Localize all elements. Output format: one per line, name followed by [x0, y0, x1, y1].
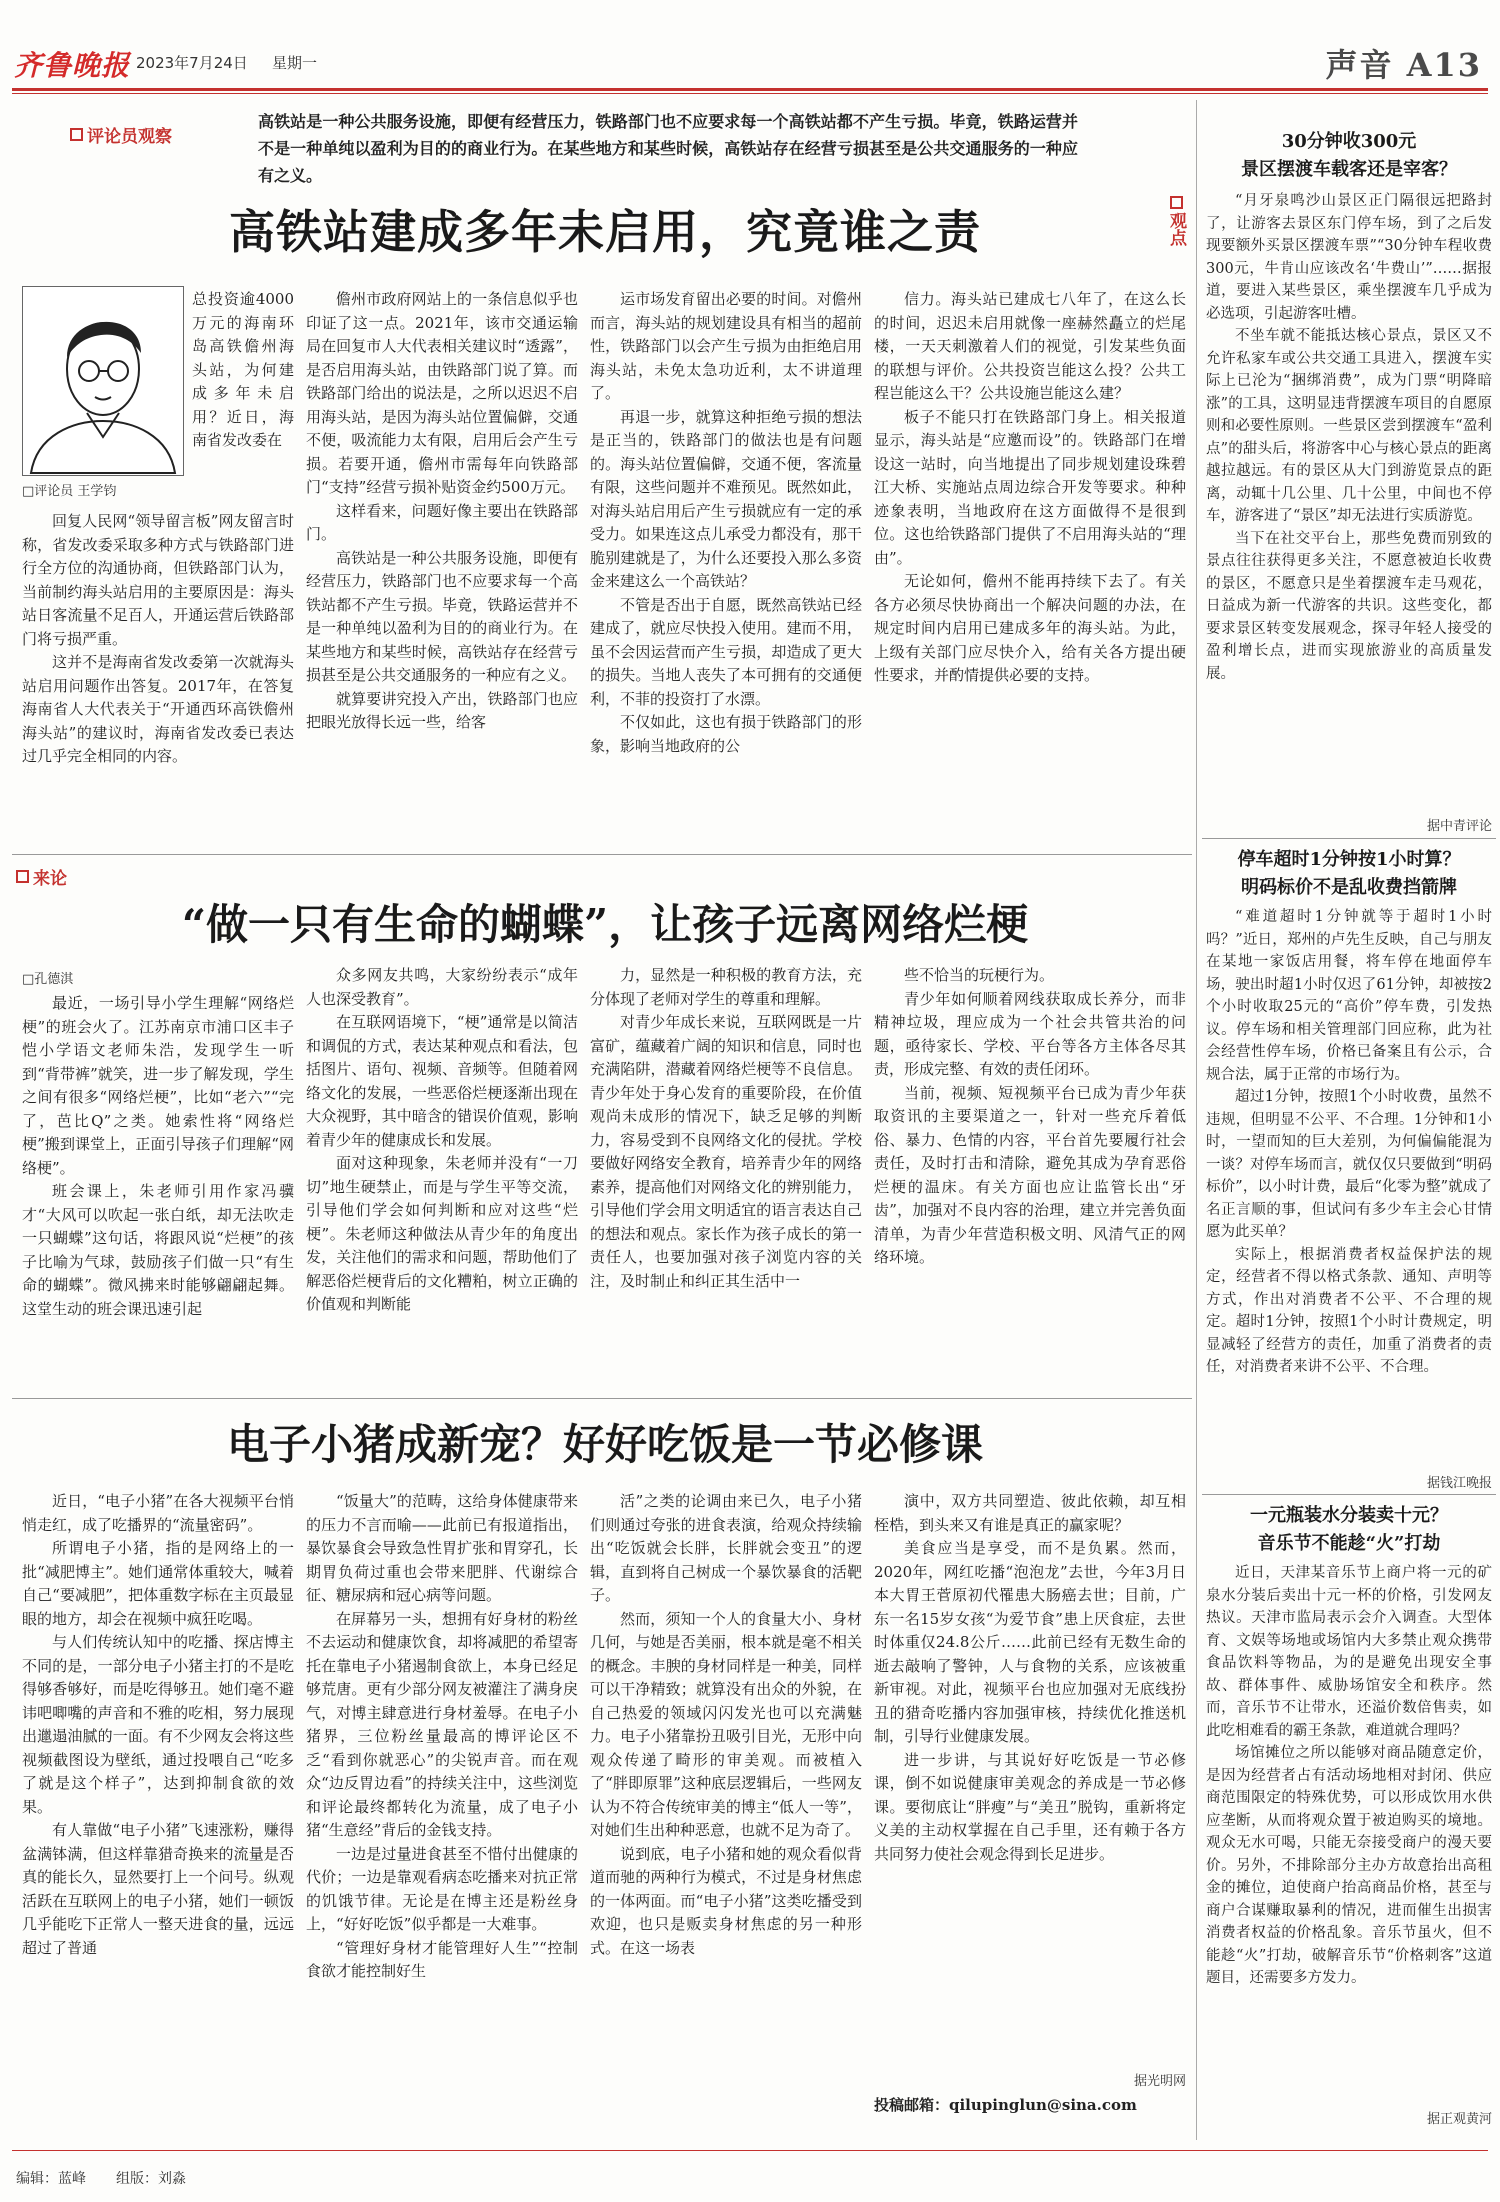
paragraph: 不仅如此，这也有损于铁路部门的形象，影响当地政府的公: [590, 713, 862, 755]
paragraph: 实际上，根据消费者权益保护法的规定，经营者不得以格式条款、通知、声明等方式，作出对消费者不公平、不合理的规定。超时1分钟，按照1个小时计费规定，明显减轻了经营方的责任，加重了消费者的责任，对消费者来讲不公平、不合理。: [1206, 1246, 1492, 1375]
newspaper-logo: 齐鲁晚报: [14, 49, 131, 82]
paragraph: 超过1分钟，按照1个小时收费，虽然不违规，但明显不公平、不合理。1分钟和1小时，一望而知的巨大差别，为何偏偏能混为一谈？对停车场而言，就仅仅只要做到“明码标价”，以小时计费，最后“化零为整”就成了名正言顺的事，但试问有多少车主会心甘情愿为此买单？: [1206, 1089, 1492, 1240]
sidebar-item1-body: [1206, 190, 1492, 812]
paragraph: 一边是过量进食甚至不惜付出健康的代价；一边是靠观看病态吃播来对抗正常的饥饿节律。无论是在博主还是粉丝身上，“好好吃饭”似乎都是一大难事。: [306, 1844, 578, 1933]
article2-tag: 来论: [16, 864, 67, 889]
article-divider-2: [12, 1398, 1192, 1399]
issue-weekday: 星期一: [272, 54, 318, 72]
article1-tag: 评论员观察: [70, 122, 172, 147]
footer-editor: 编辑：蓝峰: [16, 2171, 86, 2187]
paragraph: 美食应当是享受，而不是负累。然而，2020年，网红吃播“泡泡龙”去世，今年3月日本大胃王菅原初代罹患大肠癌去世；目前，广东一名15岁女孩“为爱节食”患上厌食症，去世时体重仅24.8公斤……此前已经有无数生命的逝去敲响了警钟，人与食物的关系，应该被重新审视。对此，视频平台也应加强对无底线扮丑的猎奇吃播内容加强审核，持续优化推送机制，引导行业健康发展。: [874, 1539, 1186, 1745]
article1-col3: [590, 288, 862, 888]
paragraph: 所谓电子小猪，指的是网络上的一批“减肥博主”。她们通常体重较大，喊着自己“要减肥”，把体重数字标在主页最显眼的地方，却会在视频中疯狂吃喝。: [22, 1539, 294, 1628]
paragraph: 进一步讲，与其说好好吃饭是一节必修课，倒不如说健康审美观念的养成是一节必修课。要彻底让“胖瘦”与“美丑”脱钩，重新将定义美的主动权掌握在自己手里，还有赖于各方共同努力使社会观念得到长足进步。: [874, 1750, 1186, 1863]
paragraph: 不坐车就不能抵达核心景点，景区又不允许私家车或公共交通工具进入，摆渡车实际上已沦为“捆绑消费”，成为门票“明降暗涨”的工具，这明显违背摆渡车项目的自愿原则和必要性原则。一些景区尝到摆渡车“盈利点”的甜头后，将游客中心与核心景点的距离越拉越远。有的景区从大门到游览景点的距离，动辄十几公里、几十公里，中间也不停车，游客进了“景区”却无法进行实质游览。: [1206, 328, 1492, 524]
sidebar-divider-2: [1202, 1494, 1496, 1495]
paragraph: 运市场发育留出必要的时间。对儋州而言，海头站的规划建设具有相当的超前性，铁路部门以会产生亏损为由拒绝启用海头站，未免太急功近利，太不讲道理了。: [590, 290, 862, 402]
sidebar-item2-title: 停车超时1分钟按1小时算？ 明码标价不是乱收费挡箭牌: [1237, 849, 1461, 898]
top-rule: [12, 88, 1488, 91]
article2-col4: [874, 964, 1186, 1392]
paragraph: “管理好身材才能管理好人生”“控制食欲才能控制好生: [306, 1938, 578, 1980]
paragraph: 最近，一场引导小学生理解“网络烂梗”的班会火了。江苏南京市浦口区丰子恺小学语文老师朱浩，发现学生一听到“背带裤”就笑，进一步了解发现，学生之间有很多“网络烂梗”，比如“老六”“完了，芭比Q”之类。她索性将“网络烂梗”搬到课堂上，正面引导孩子们理解“网络梗”。: [22, 994, 294, 1177]
article1-col4: [874, 288, 1186, 888]
sidebar-item3-title: 一元瓶装水分装卖十元？ 音乐节不能趁“火”打劫: [1250, 1505, 1448, 1554]
paragraph: 有人靠做“电子小猪”飞速涨粉，赚得盆满钵满，但这样靠猎奇换来的流量是否真的能长久，显然要打上一个问号。纵观活跃在互联网上的电子小猪，她们一顿饭几乎能吃下正常人一整天进食的量，远远超过了普通: [22, 1821, 294, 1957]
paragraph: 与人们传统认知中的吃播、探店博主不同的是，一部分电子小猪主打的不是吃得够香够好，而是吃得够丑。她们毫不避讳吧唧嘴的声音和不雅的吃相，努力展现出邋遢油腻的一面。有不少网友会将这些视频截图设为壁纸，通过投喂自己“吃多了就是这个样子”，达到抑制食欲的效果。: [22, 1633, 294, 1816]
paragraph: 这并不是海南省发改委第一次就海头站启用问题作出答复。2017年，在答复海南省人大代表关于“开通西环高铁儋州海头站”的建议时，海南省发改委已表达过几乎完全相同的内容。: [22, 653, 294, 765]
paragraph: 对青少年成长来说，互联网既是一片富矿，蕴藏着广阔的知识和信息，同时也充满陷阱，潜藏着网络烂梗等不良信息。青少年处于身心发育的重要阶段，在价值观尚未成形的情况下，缺乏足够的判断力，容易受到不良网络文化的侵扰。学校要做好网络安全教育，培养青少年的网络素养，提高他们对网络文化的辨别能力，引导他们学会用文明适宜的语言表达自己的想法和观点。家长作为孩子成长的第一责任人，也要加强对孩子浏览内容的关注，及时制止和纠正其生活中一: [590, 1013, 862, 1290]
footer-layout: 组版：刘淼: [116, 2171, 186, 2187]
article2-col1: [22, 992, 294, 1392]
paragraph: 无论如何，儋州不能再持续下去了。有关各方必须尽快协商出一个解决问题的办法，在规定时间内启用已建成多年的海头站。为此，上级有关部门应尽快介入，给有关各方提出硬性要求，并酌情提供必要的支持。: [874, 572, 1186, 684]
paragraph: “月牙泉鸣沙山景区正门隔很远把路封了，让游客去景区东门停车场，到了之后发现要额外买景区摆渡车票”“30分钟车程收费300元，牛肯山应该改名‘牛费山’”……据报道，要进入某些景区，乘坐摆渡车几乎成为必选项，引起游客吐槽。: [1206, 193, 1492, 322]
paragraph: 在互联网语境下，“梗”通常是以简洁和调侃的方式，表达某种观点和看法，包括图片、语句、视频、音频等。但随着网络文化的发展，一些恶俗烂梗逐渐出现在大众视野，其中暗含的错误价值观，影响着青少年的健康成长和发展。: [306, 1013, 578, 1149]
paragraph: 班会课上，朱老师引用作家冯骥才“大风可以吹起一张白纸，却无法吹走一只蝴蝶”这句话，将跟风说“烂梗”的孩子比喻为气球，鼓励孩子们做一只“有生命的蝴蝶”。微风拂来时能够翩翩起舞。这堂生动的班会课迅速引起: [22, 1182, 294, 1318]
paragraph: 这样看来，问题好像主要出在铁路部门。: [306, 501, 578, 543]
article1-col1-top: 总投资逾4000万元的海南环岛高铁儋州海头站，为何建成多年未启用？近日，海南省发改委在: [192, 290, 294, 449]
paragraph: 众多网友共鸣，大家纷纷表示“成年人也深受教育”。: [306, 966, 578, 1008]
sidebar-divider-1: [1202, 838, 1496, 839]
paragraph: 场馆摊位之所以能够对商品随意定价，是因为经营者占有活动场地相对封闭、供应商范围限定的特殊优势，可以形成饮用水供应垄断，从而将观众置于被迫购买的境地。观众无水可喝，只能无奈接受商户的漫天要价。另外，不排除部分主办方故意抬出高租金的摊位，迫使商户抬高商品价格，甚至与商户合谋赚取暴利的情况，进而催生出损害消费者权益的价格乱象。音乐节虽火，但不能趁“火”打劫，破解音乐节“价格刺客”这道题目，还需要多方发力。: [1206, 1745, 1492, 1986]
article2-byline: □孔德淇: [22, 972, 74, 987]
issue-date: 2023年7月24日: [136, 54, 248, 72]
sidebar-divider: [1196, 100, 1197, 2140]
footer-rule: [12, 2150, 1488, 2151]
article3-col1: [22, 1490, 294, 2140]
article1-lead: 高铁站是一种公共服务设施，即便有经营压力，铁路部门也不应要求每一个高铁站都不产生亏损。毕竟，铁路运营并不是一种单纯以盈利为目的的商业行为。在某些地方和某些时候，高铁站存在经营亏损甚至是公共交通服务的一种应有之义。: [258, 112, 1078, 185]
paragraph: 近日，天津某音乐节上商户将一元的矿泉水分装后卖出十元一杯的价格，引发网友热议。天津市监局表示会介入调查。大型体育、文娱等场地或场馆内大多禁止观众携带食品饮料等物品，为的是避免出现安全事故、群体事件、威胁场馆安全和秩序。然而，音乐节不让带水，还溢价数倍售卖，如此吃相难看的霸王条款，难道就合理吗？: [1206, 1565, 1492, 1739]
paragraph: “饭量大”的范畴，这给身体健康带来的压力不言而喻——此前已有报道指出，暴饮暴食会导致急性胃扩张和胃穿孔，长期胃负荷过重也会带来肥胖、代谢综合征、糖尿病和冠心病等问题。: [306, 1492, 578, 1604]
paragraph: 当下在社交平台上，那些免费而别致的景点往往获得更多关注，不愿意被迫长收费的景区，不愿意只是坐着摆渡车走马观花，日益成为新一代游客的共识。这些变化，都要求景区转变发展观念，探寻年轻人接受的盈利增长点，进而实现旅游业的高质量发展。: [1206, 530, 1492, 682]
paragraph: 高铁站是一种公共服务设施，即便有经营压力，铁路部门也不应要求每一个高铁站都不产生亏损。毕竟，铁路运营并不是一种单纯以盈利为目的的商业行为。在某些地方和某些时候，高铁站存在经营亏损甚至是公共交通服务的一种应有之义。: [306, 548, 578, 684]
article1-byline: □评论员 王学钧: [22, 484, 117, 499]
article3-col4: [874, 1490, 1186, 2066]
paragraph: “难道超时1分钟就等于超时1小时吗？”近日，郑州的卢先生反映，自己与朋友在某地一家饭店用餐，将车停在地面停车场，驶出时超1小时仅迟了61分钟，却被按2个小时收取25元的“高价”停车费，引发热议。停车场和相关管理部门回应称，此为社会经营性停车场，价格已备案且有公示，合规合法，属于正常的市场行为。: [1206, 909, 1492, 1083]
article1-col1: [22, 510, 294, 890]
paragraph: 面对这种现象，朱老师并没有“一刀切”地生硬禁止，而是与学生平等交流，引导他们学会如何判断和应对这些“烂梗”。朱老师这种做法从青少年的角度出发，关注他们的需求和问题，帮助他们了解恶俗烂梗背后的文化糟粕，树立正确的价值观和判断能: [306, 1154, 578, 1313]
sidebar-item1-title: 30分钟收300元 景区摆渡车载客还是宰客？: [1241, 131, 1457, 180]
section-title: 声音 A13: [1325, 46, 1482, 84]
paragraph: 然而，须知一个人的食量大小、身材几何，与她是否美丽，根本就是毫不相关的概念。丰腴的身材同样是一种美，同样可以干净精致；就算没有出众的外貌，在自己热爱的领域闪闪发光也可以充满魅力。电子小猪靠扮丑吸引目光，无形中向观众传递了畸形的审美观。而被植入了“胖即原罪”这种底层逻辑后，一些网友认为不符合传统审美的博主“低人一等”，对她们生出种种恶意，也就不足为奇了。: [590, 1609, 862, 1839]
article1-title: 高铁站建成多年未启用，究竟谁之责: [229, 205, 981, 259]
sidebar-tag: 观点: [1164, 196, 1189, 246]
sidebar-item2-source: 据钱江晚报: [1426, 1476, 1492, 1491]
paragraph: 当前，视频、短视频平台已成为青少年获取资讯的主要渠道之一，针对一些充斥着低俗、暴力、色情的内容，平台首先要履行社会责任，及时打击和清除，避免其成为孕育恶俗烂梗的温床。有关方面也应让监管长出“牙齿”，加强对不良内容的治理，建立并完善负面清单，为青少年营造积极文明、风清气正的网络环境。: [874, 1083, 1186, 1266]
paragraph: 就算要讲究投入产出，铁路部门也应把眼光放得长远一些，给客: [306, 689, 578, 731]
sidebar-item2-body: [1206, 906, 1492, 1470]
author-portrait: [22, 286, 184, 476]
submission-email: 投稿邮箱：qilupinglun@sina.com: [874, 2096, 1137, 2114]
paragraph: 些不恰当的玩梗行为。: [904, 966, 1055, 984]
paragraph: 演中，双方共同塑造、彼此依赖，却互相桎梏，到头来又有谁是真正的赢家呢？: [874, 1492, 1186, 1534]
paragraph: 信力。海头站已建成七八年了，在这么长的时间，迟迟未启用就像一座赫然矗立的烂尾楼，一天天刺激着人们的视觉，引发某些负面的联想与评价。公共投资岂能这么投？公共工程岂能这么干？公共设施岂能这么建？: [874, 290, 1186, 402]
article2-title: “做一只有生命的蝴蝶”，让孩子远离网络烂梗: [181, 900, 1029, 949]
paragraph: 板子不能只打在铁路部门身上。相关报道显示，海头站是“应邀而设”的。铁路部门在增设这一站时，向当地提出了同步规划建设珠碧江大桥、实施站点周边综合开发等要求。种种迹象表明，当地政府在这方面做得不是很到位。这也给铁路部门提供了不启用海头站的“理由”。: [874, 407, 1186, 567]
article3-title: 电子小猪成新宠？好好吃饭是一节必修课: [226, 1420, 983, 1469]
article3-col2: [306, 1490, 578, 2140]
paragraph: 儋州市政府网站上的一条信息似乎也印证了这一点。2021年，该市交通运输局在回复市人大代表相关建议时“透露”，是否启用海头站，由铁路部门说了算。而铁路部门给出的说法是，之所以迟迟不启用海头站，是因为海头站位置偏僻，交通不便，吸流能力太有限，启用后会产生亏损。若要开通，儋州市需每年向铁路部门“支持”经营亏损补贴资金约500万元。: [306, 290, 578, 496]
paragraph: 近日，“电子小猪”在各大视频平台悄悄走红，成了吃播界的“流量密码”。: [22, 1492, 294, 1534]
article2-col3: [590, 964, 862, 1392]
sidebar-item3-source: 据正观黄河: [1426, 2112, 1492, 2127]
paragraph: 青少年如何顺着网线获取成长养分，而非精神垃圾，理应成为一个社会共管共治的问题，亟待家长、学校、平台等各方主体各尽其责，形成完整、有效的责任闭环。: [874, 989, 1186, 1078]
paragraph: 回复人民网“领导留言板”网友留言时称，省发改委采取多种方式与铁路部门进行全方位的沟通协商，但铁路部门认为，当前制约海头站启用的主要原因是：海头站日客流量不足百人，开通运营后铁路部门将亏损严重。: [22, 512, 294, 648]
article3-source: 据光明网: [1133, 2074, 1186, 2089]
article-divider-1: [12, 854, 1192, 855]
paragraph: 在屏幕另一头，想拥有好身材的粉丝不去运动和健康饮食，却将减肥的希望寄托在靠电子小猪遏制食欲上，本身已经足够荒唐。更有少部分网友被灌注了满身戾气，对博主肆意进行身材羞辱。在电子小猪界，三位粉丝量最高的博评论区不乏“看到你就恶心”的尖锐声音。而在观众“边反胃边看”的持续关注中，这些浏览和评论最终都转化为流量，成了电子小猪“生意经”背后的金钱支持。: [306, 1609, 578, 1839]
article1-col2: [306, 288, 578, 888]
paragraph: 不管是否出于自愿，既然高铁站已经建成了，就应尽快投入使用。建而不用，虽不会因运营而产生亏损，却造成了更大的损失。当地人丧失了本可拥有的交通便利，不菲的投资打了水漂。: [590, 595, 862, 708]
article2-col2: [306, 964, 578, 1392]
paragraph: 再退一步，就算这种拒绝亏损的想法是正当的，铁路部门的做法也是有问题的。海头站位置偏僻，交通不便，客流量有限，这些问题并不难预见。既然如此，对海头站启用后产生亏损就应有一定的承受力。如果连这点儿承受力都没有，那干脆别建就是了，为什么还要投入那么多资金来建这么一个高铁站？: [590, 407, 862, 590]
article3-col3: [590, 1490, 862, 2140]
top-rule-thin: [12, 93, 1488, 94]
paragraph: 活”之类的论调由来已久，电子小猪们则通过夸张的进食表演，给观众持续输出“吃饭就会长胖，长胖就会变丑”的逻辑，直到将自己树成一个暴饮暴食的活靶子。: [590, 1492, 862, 1604]
paragraph: 力，显然是一种积极的教育方法，充分体现了老师对学生的尊重和理解。: [590, 966, 862, 1008]
sidebar-item1-source: 据中青评论: [1426, 819, 1492, 834]
paragraph: 说到底，电子小猪和她的观众看似背道而驰的两种行为模式，不过是身材焦虑的一体两面。而“电子小猪”这类吃播受到欢迎，也只是贩卖身材焦虑的另一种形式。在这一场表: [590, 1844, 862, 1957]
sidebar-item3-body: [1206, 1562, 1492, 2102]
